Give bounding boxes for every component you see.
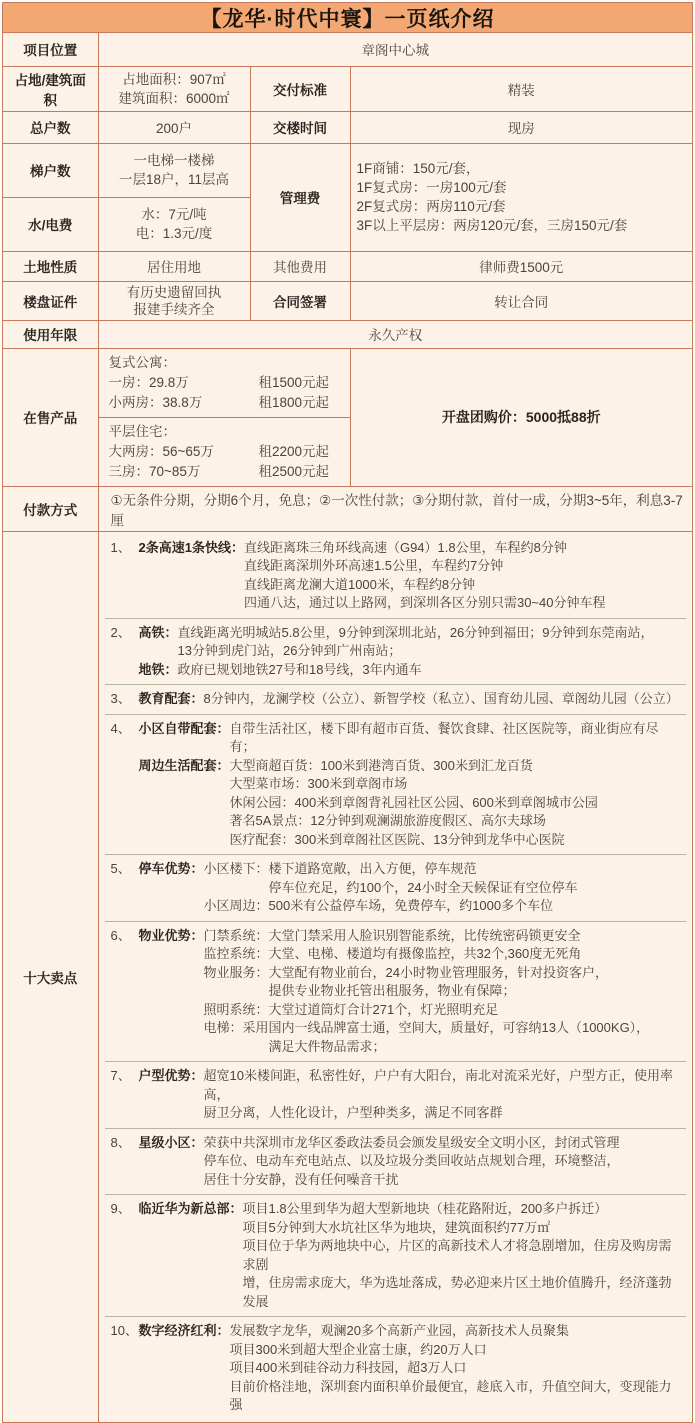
delivery-standard-value: 精装 (350, 66, 692, 111)
selling-point-row (111, 661, 679, 680)
elevator-line-2: 一层18户，11层高 (118, 172, 230, 187)
selling-point-10 (105, 1316, 687, 1420)
item-line: 医疗配套：300米到章阁社区医院、13分钟到龙华中心医院 (229, 831, 565, 847)
certificates-value (98, 281, 250, 320)
group-price-value: 开盘团购价：5000抵88折 (350, 348, 692, 486)
item-lines (230, 757, 678, 850)
item-line: 目前价格洼地，深圳套内面积单价最便宜，趁底入市，升值空间大，变现能力强 (229, 1378, 672, 1412)
products-label: 在售产品 (3, 348, 98, 486)
product-line (109, 462, 340, 482)
row-payment (3, 486, 692, 531)
item-line: 大型菜市场：300米到章阁市场 (229, 776, 408, 791)
products-duplex-cell (98, 348, 350, 417)
item-line: 荣获中共深圳市龙华区委政法委员会颁发星级安全文明小区，封闭式管理 (203, 1134, 620, 1150)
item-heading: 高铁： (138, 624, 178, 640)
item-lines (244, 539, 678, 613)
item-number: 4、 (110, 720, 131, 736)
item-line: 政府已规划地铁27号和18号线，3年内通车 (177, 661, 422, 677)
selling-point-2 (105, 618, 687, 685)
payment-value: ①无条件分期，分期6个月，免息；②一次性付款；③分期付款，首付一成，分期3~5年，利息3-7厘 (98, 486, 692, 531)
selling-point-1 (105, 534, 687, 618)
selling-points-label: 十大卖点 (3, 531, 98, 1422)
item-line: 停车位、电动车充电站点、以及垃圾分类回收站点规划合理，环境整洁， (203, 1153, 620, 1168)
handover-time-value: 现房 (350, 111, 692, 143)
delivery-standard-label: 交付标准 (250, 66, 350, 111)
item-line: 小区楼下：楼下道路宽敞，出入方便，停车规范 (203, 861, 477, 876)
item-line: 照明系统：大堂过道筒灯合计271个，灯光照明充足 (203, 1001, 499, 1017)
selling-point-4 (105, 714, 687, 855)
item-line: 直线距离深圳外环高速1.5公里，车程约7分钟 (243, 558, 504, 573)
item-line: 厨卫分离，人性化设计，户型种类多，满足不同客群 (203, 1105, 503, 1120)
selling-point-8 (105, 1128, 687, 1195)
item-number: 1、 (110, 539, 131, 555)
item-number: 5、 (110, 861, 131, 876)
item-lines (204, 690, 678, 709)
certificates-line-1: 有历史遗留回执 (126, 284, 222, 300)
selling-point-6 (105, 921, 687, 1062)
households-label: 总户数 (3, 111, 98, 143)
item-line: 提供专业物业托管出租服务，物业有保障； (203, 983, 516, 998)
products-flat-title: 平层住宅： (108, 423, 176, 439)
product-name: 小两房：38.8万 (108, 394, 203, 410)
selling-point-row (111, 927, 679, 1057)
row-products-duplex (3, 348, 692, 417)
utility-line-1: 水：7元/吨 (141, 207, 207, 222)
row-project-location (3, 33, 692, 66)
item-line: 满足大件物品需求； (203, 1038, 386, 1054)
product-rent: 租1500元起 (258, 374, 330, 390)
selling-point-row (111, 1134, 679, 1190)
product-rent: 租2500元起 (258, 463, 330, 479)
product-name: 三房：70~85万 (108, 463, 201, 479)
item-line: 停车位充足，约100个，24小时全天候保证有空位停车 (203, 879, 578, 895)
item-heading: 停车优势： (138, 861, 204, 876)
item-line: 门禁系统：大堂门禁采用人脸识别智能系统，比传统密码锁更安全 (203, 927, 581, 943)
elevator-value (98, 143, 250, 197)
item-line: 发展数字龙华，观澜20多个高新产业园，高新技术人员聚集 (229, 1323, 569, 1338)
project-location-value: 章阁中心城 (98, 33, 692, 66)
item-line: 项目300米到超大型企业富士康，约20万人口 (229, 1341, 487, 1357)
item-line: 13分钟到虎门站，26分钟到广州南站； (177, 643, 402, 658)
selling-point-9 (105, 1194, 687, 1316)
management-fee-line-1: 1F商铺：150元/套， (356, 161, 480, 176)
item-line: 监控系统：大堂、电梯、楼道均有摄像监控，共32个,360度无死角 (203, 946, 582, 961)
utility-fee-value (98, 197, 250, 251)
page-title-bar (3, 3, 692, 33)
product-line (109, 373, 340, 393)
other-fee-value: 律师费1500元 (350, 251, 692, 281)
item-heading: 星级小区： (138, 1134, 204, 1150)
item-line: 著名5A景点：12分钟到观澜湖旅游度假区、高尔夫球场 (229, 813, 546, 828)
area-value (98, 66, 250, 111)
flyer-sheet (2, 2, 693, 1423)
selling-point-7 (105, 1061, 687, 1128)
item-line: 超宽10米楼间距，私密性好，户户有大阳台，南北对流采光好，户型方正，使用率高， (203, 1068, 673, 1102)
elevator-label: 梯户数 (3, 143, 98, 197)
item-line: 自带生活社区，楼下即有超市百货、餐饮食肆、社区医院等，商业街应有尽有； (229, 720, 659, 754)
other-fee-label: 其他费用 (250, 251, 350, 281)
row-tenure (3, 320, 692, 348)
item-lines (178, 661, 678, 680)
page-title: 【龙华·时代中寰】一页纸介绍 (200, 7, 495, 31)
item-number: 7、 (110, 1068, 131, 1083)
item-number: 2、 (110, 624, 131, 640)
item-heading: 地铁： (138, 661, 178, 677)
utility-fee-label: 水/电费 (3, 197, 98, 251)
selling-point-row (111, 690, 679, 709)
products-flat-cell (98, 417, 350, 486)
item-line: 小区周边：500米有公益停车场，免费停车，约1000多个车位 (203, 898, 554, 913)
item-line: 大型商超百货：100米到港湾百货、300米到汇龙百货 (229, 757, 533, 773)
product-line (109, 393, 340, 413)
management-fee-line-3: 2F复式房：两房110元/套 (356, 199, 506, 214)
selling-point-row (111, 860, 679, 916)
item-lines (204, 1134, 678, 1190)
product-rent: 租2200元起 (258, 443, 330, 459)
item-line: 项目400米到硅谷动力科技园，超3万人口 (229, 1360, 467, 1375)
tenure-label: 使用年限 (3, 320, 98, 348)
item-number: 10、 (110, 1323, 138, 1338)
item-lines (204, 1067, 678, 1123)
selling-point-row (111, 1200, 679, 1311)
item-lines (230, 720, 678, 757)
management-fee-line-2: 1F复式房：一房100元/套 (356, 180, 507, 195)
item-line: 8分钟内，龙澜学校（公立）、新智学校（私立）、国育幼儿园、章阁幼儿园（公立） (203, 691, 679, 706)
selling-point-row (111, 757, 679, 850)
product-name: 一房：29.8万 (108, 374, 189, 390)
contract-value: 转让合同 (350, 281, 692, 320)
item-heading: 周边生活配套： (138, 757, 230, 773)
info-table (3, 33, 692, 1422)
certificates-label: 楼盘证件 (3, 281, 98, 320)
item-heading: 临近华为新总部： (138, 1201, 243, 1216)
area-line-1: 占地面积：907㎡ (122, 71, 226, 87)
item-line: 项目位于华为两地块中心，片区的高新技术人才将急剧增加，住房及购房需求剧 (242, 1238, 672, 1272)
item-line: 项目1.8公里到华为超大型新地块（桂花路附近，200多户拆迁） (242, 1201, 608, 1216)
item-number: 9、 (110, 1201, 131, 1216)
management-fee-value (350, 143, 692, 251)
item-line: 增，住房需求庞大，华为选址落成，势必迎来片区土地价值腾升，经济蓬勃发展 (242, 1275, 672, 1309)
households-value: 200户 (98, 111, 250, 143)
elevator-line-1: 一电梯一楼梯 (133, 153, 215, 168)
item-line: 居住十分安静，没有任何噪音干扰 (203, 1171, 399, 1187)
item-lines (204, 927, 678, 1057)
payment-label: 付款方式 (3, 486, 98, 531)
row-area (3, 66, 692, 111)
row-selling-points (3, 531, 692, 1422)
utility-line-2: 电：1.3元/度 (135, 226, 213, 241)
selling-point-row (111, 720, 679, 757)
item-line: 直线距离龙澜大道1000米，车程约8分钟 (243, 576, 476, 592)
item-heading: 物业优势： (138, 927, 204, 943)
item-heading: 教育配套： (138, 691, 204, 706)
selling-point-5 (105, 854, 687, 921)
item-line: 四通八达，通过以上路网，到深圳各区分别只需30~40分钟车程 (243, 595, 606, 610)
management-fee-line-4: 3F以上平层房：两房120元/套，三房150元/套 (356, 218, 628, 233)
land-nature-value: 居住用地 (98, 251, 250, 281)
area-line-2: 建筑面积：6000㎡ (118, 90, 230, 106)
item-line: 直线距离光明城站5.8公里，9分钟到深圳北站，26分钟到福田；9分钟到东莞南站， (177, 624, 654, 640)
project-location-label: 项目位置 (3, 33, 98, 66)
certificates-line-2: 报建手续齐全 (133, 301, 215, 317)
item-line: 电梯：采用国内一线品牌富士通，空间大，质量好，可容纳13人（1000KG）， (203, 1020, 650, 1035)
selling-point-row (111, 539, 679, 613)
item-heading: 户型优势： (138, 1068, 204, 1083)
item-lines (178, 624, 678, 661)
selling-point-row (111, 624, 679, 661)
item-line: 物业服务：大堂配有物业前台，24小时物业管理服务，针对投资客户， (203, 964, 608, 980)
item-number: 8、 (110, 1134, 131, 1150)
item-line: 直线距离珠三角环线高速（G94）1.8公里，车程约8分钟 (243, 539, 567, 555)
item-heading: 2条高速1条快线： (138, 539, 244, 555)
item-lines (243, 1200, 678, 1311)
land-nature-label: 土地性质 (3, 251, 98, 281)
handover-time-label: 交楼时间 (250, 111, 350, 143)
selling-point-row (111, 1067, 679, 1123)
product-rent: 租1800元起 (258, 394, 330, 410)
tenure-value: 永久产权 (98, 320, 692, 348)
item-line: 项目5分钟到大水坑社区华为地块，建筑面积约77万㎡ (242, 1219, 551, 1235)
row-certificates (3, 281, 692, 320)
item-number: 3、 (110, 691, 131, 706)
item-heading: 小区自带配套： (138, 720, 230, 736)
item-number: 6、 (110, 927, 131, 943)
selling-point-row (111, 1322, 679, 1415)
products-duplex-title: 复式公寓： (108, 354, 176, 370)
row-land (3, 251, 692, 281)
item-line: 休闲公园：400米到章阁背礼园社区公园、600米到章阁城市公园 (229, 794, 598, 810)
selling-points-cell (98, 531, 692, 1422)
row-elevator (3, 143, 692, 197)
row-households (3, 111, 692, 143)
management-fee-label: 管理费 (250, 143, 350, 251)
area-label: 占地/建筑面积 (3, 66, 98, 111)
item-lines (204, 860, 678, 916)
contract-label: 合同签署 (250, 281, 350, 320)
item-lines (230, 1322, 678, 1415)
product-name: 大两房：56~65万 (108, 443, 214, 459)
item-heading: 数字经济红利： (138, 1323, 230, 1338)
product-line (109, 442, 340, 462)
selling-point-3 (105, 684, 687, 714)
